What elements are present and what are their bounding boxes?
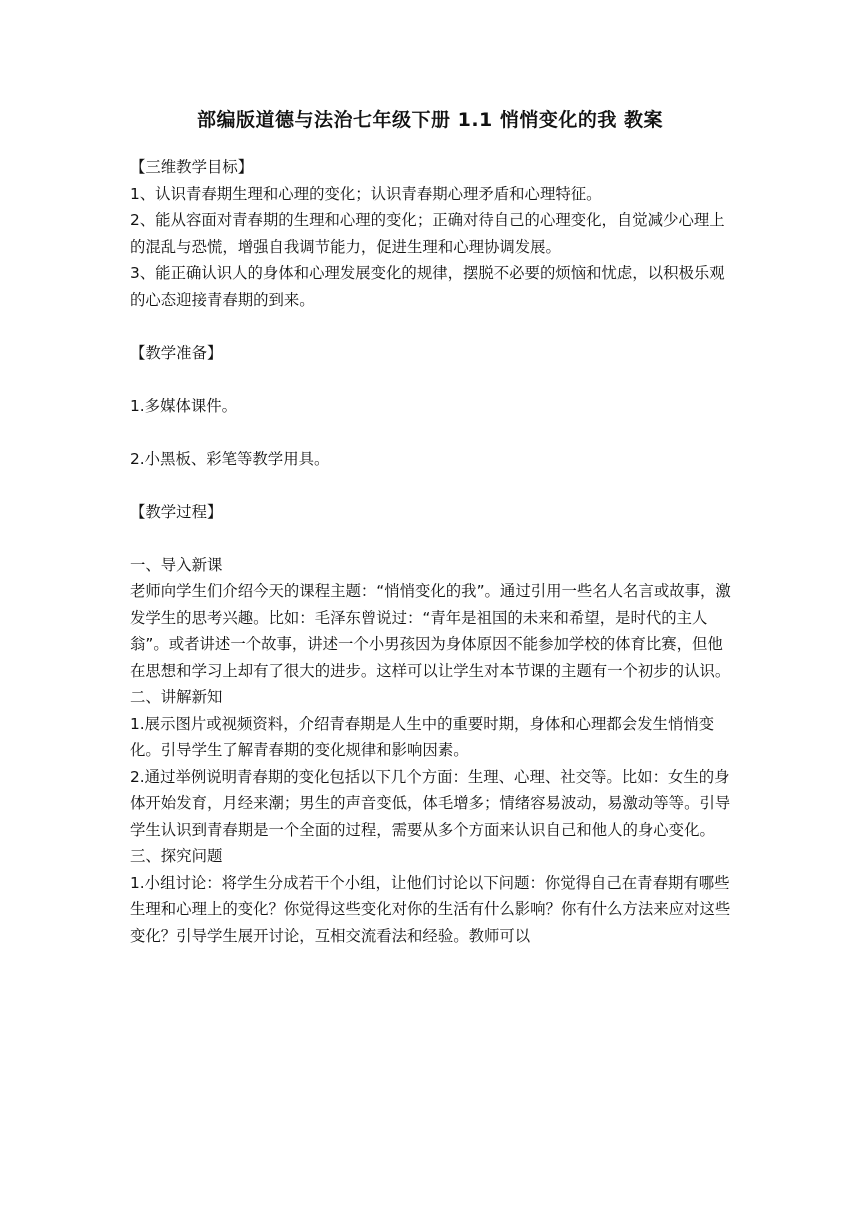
part1-heading: 一、导入新课 <box>130 555 223 574</box>
process-heading: 【教学过程】 <box>130 502 223 521</box>
part1-text: 老师向学生们介绍今天的课程主题：“悄悄变化的我”。通过引用一些名人名言或故事，激发学生的思考兴趣。比如：毛泽东曾说过：“青年是祖国的未来和希望，是时代的主人翁”。或者讲述一个故事，讲述一个小男孩因为身体原因不能参加学校的体育比赛，但他在思想和学习上却有了很大的进步。这样可以让学生对本节课的主题有一个初步的认识。 <box>130 582 731 680</box>
preparation-item-2: 2.小黑板、彩笔等教学用具。 <box>130 449 330 468</box>
objective-item-3: 3、能正确认识人的身体和心理发展变化的规律，摆脱不必要的烦恼和忧虑，以积极乐观的心态迎接青春期的到来。 <box>130 264 725 309</box>
part3-item-1: 1.小组讨论：将学生分成若干个小组，让他们讨论以下问题：你觉得自己在青春期有哪些生理和心理上的变化？你觉得这些变化对你的生活有什么影响？你有什么方法来应对这些变化？引导学生展开讨论，互相交流看法和经验。教师可以 <box>130 873 731 945</box>
part2-heading: 二、讲解新知 <box>130 688 223 706</box>
objectives-heading: 【三维教学目标】 <box>130 158 254 176</box>
spacer <box>130 419 732 446</box>
document-title: 部编版道德与法治七年级下册 1.1 悄悄变化的我 教案 <box>196 109 663 131</box>
preparation-heading: 【教学准备】 <box>130 343 223 362</box>
part2-item-2: 2.通过举例说明青春期的变化包括以下几个方面：生理、心理、社交等。比如：女生的身体开始发育，月经来潮；男生的声音变低，体毛增多；情绪容易波动，易激动等等。引导学生认识到青春期是一个全面的过程，需要从多个方面来认识自己和他人的身心变化。 <box>130 767 731 839</box>
objective-item-2: 2、能从容面对青春期的生理和心理的变化；正确对待自己的心理变化，自觉减少心理上的混乱与恐慌，增强自我调节能力，促进生理和心理协调发展。 <box>130 211 725 256</box>
spacer <box>130 366 732 393</box>
part3-heading: 三、探究问题 <box>130 847 223 865</box>
objective-item-1: 1、认识青春期生理和心理的变化；认识青春期心理矛盾和心理特征。 <box>130 184 602 203</box>
spacer <box>130 525 732 552</box>
spacer <box>130 472 732 499</box>
preparation-item-1: 1.多媒体课件。 <box>130 396 238 415</box>
part2-item-1: 1.展示图片或视频资料，介绍青春期是人生中的重要时期，身体和心理都会发生悄悄变化。引导学生了解青春期的变化规律和影响因素。 <box>130 714 715 759</box>
document-body <box>130 154 732 949</box>
spacer <box>130 313 732 340</box>
